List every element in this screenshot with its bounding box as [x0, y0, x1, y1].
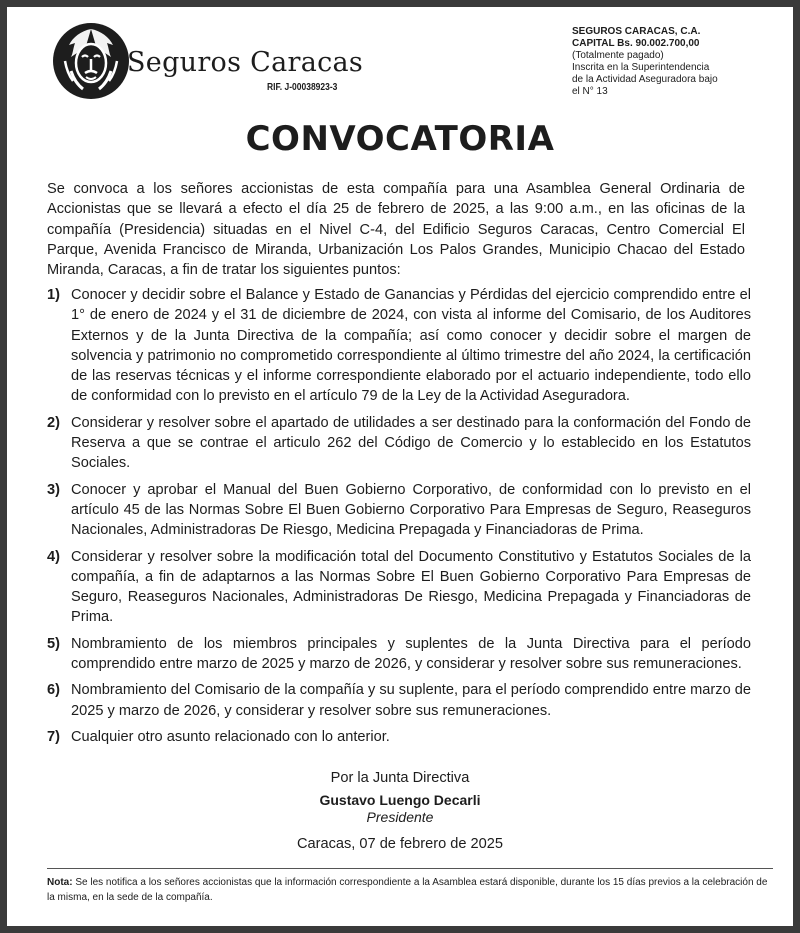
company-info	[572, 26, 782, 98]
announcement-page	[7, 7, 793, 926]
company-logo	[51, 21, 364, 101]
registry-line-1: Inscrita en la Superintendencia	[572, 62, 710, 73]
item-number: 5)	[47, 635, 60, 652]
item-number: 2)	[47, 414, 60, 431]
agenda-item	[47, 727, 751, 747]
company-capital: CAPITAL Bs. 90.002.700,00	[572, 38, 700, 49]
agenda-item	[47, 480, 751, 541]
item-text: Conocer y decidir sobre el Balance y Estado de Ganancias y Pérdidas del ejercicio comprendido entre el 1° de enero de 2024 y el 31 de diciembre de 2024, con vista al informe del Comisario, de los Auditores Externos y de la Junta Directiva de la compañía; así como conocer y decidir sobre el margen de solvencia y patrimonio no comprometido correspondiente al último trimestre del año 2024, la certificación de las reservas técnicas y el informe correspondiente elaborado por el actuario independiente, todo ello de conformidad con lo previsto en el artículo 79 de la Ley de la Actividad Aseguradora.	[71, 287, 751, 405]
rif-number: RIF. J-00038923-3	[267, 82, 338, 93]
item-text: Nombramiento de los miembros principales y suplentes de la Junta Directiva para el período comprendido entre marzo de 2025 y marzo de 2026, y considerar y resolver sobre sus remuneraciones.	[71, 635, 751, 673]
item-text: Conocer y aprobar el Manual del Buen Gobierno Corporativo, de conformidad con lo previsto en el artículo 45 de las Normas Sobre El Buen Gobierno Corporativo Para Empresas de Seguro, Reaseguros Nacionales, Administradoras De Riesgo, Medicina Prepagada y Financiadoras de Prima.	[71, 481, 751, 539]
company-name: SEGUROS CARACAS, C.A.	[572, 26, 701, 37]
registry-line-2: de la Actividad Aseguradora bajo	[572, 74, 718, 85]
capital-note: (Totalmente pagado)	[572, 50, 664, 61]
registry-line-3: el N° 13	[572, 86, 608, 97]
agenda-item	[47, 285, 751, 407]
agenda-list	[47, 285, 751, 753]
signatory-role: Presidente	[366, 809, 434, 825]
signatory-name: Gustavo Luengo Decarli	[319, 792, 481, 808]
divider	[47, 868, 773, 869]
signature-intro: Por la Junta Directiva	[330, 770, 470, 786]
page-title: CONVOCATORIA	[245, 119, 555, 159]
place-date: Caracas, 07 de febrero de 2025	[296, 836, 504, 852]
agenda-item	[47, 547, 751, 628]
brand-name: Seguros Caracas	[127, 47, 364, 78]
item-text: Nombramiento del Comisario de la compañía y su suplente, para el período comprendido entre marzo de 2025 y marzo de 2026, y considerar y resolver sobre sus remuneraciones.	[71, 682, 751, 719]
item-number: 3)	[47, 481, 60, 498]
agenda-item	[47, 413, 751, 474]
item-text: Considerar y resolver sobre el apartado de utilidades a ser destinado para la conformación del Fondo de Reserva a que se contrae el articulo 262 del Código de Comercio y lo establecido en los Estatutos Sociales.	[71, 414, 751, 472]
footnote-text: Se les notifica a los señores accionistas que la información correspondiente a la Asamblea estará disponible, durante los 15 días previos a la celebración de la misma, en la sede de la compañía.	[47, 877, 768, 903]
agenda-item	[47, 634, 751, 675]
agenda-item	[47, 680, 751, 721]
item-number: 6)	[47, 682, 60, 699]
intro-paragraph: Se convoca a los señores accionistas de esta compañía para una Asamblea General Ordinaria de Accionistas que se llevará a efecto el día 25 de febrero de 2025, a las 9:00 a.m., en las oficinas de la compañía (Presidencia) situadas en el Nivel C-4, del Edificio Seguros Caracas, Centro Comercial El Parque, Avenida Francisco de Miranda, Urbanización Los Palos Grandes, Municipio Chacao del Estado Miranda, Caracas, a fin de tratar los siguientes puntos:	[47, 181, 745, 279]
item-number: 4)	[47, 548, 60, 565]
item-number: 7)	[47, 728, 60, 745]
item-text: Cualquier otro asunto relacionado con lo anterior.	[71, 728, 390, 745]
item-number: 1)	[47, 287, 60, 303]
lion-head-icon	[51, 21, 131, 101]
footnote	[47, 875, 773, 905]
item-text: Considerar y resolver sobre la modificación total del Documento Constitutivo y Estatutos Sociales de la compañía, a fin de adaptarnos a las Normas Sobre El Buen Gobierno Corporativo Para Empresas de Seguro, Reaseguros Nacionales, Administradoras De Riesgo, Medicina Prepagada y Financiadoras de Prima.	[71, 548, 751, 626]
footnote-label: Nota:	[47, 877, 73, 888]
